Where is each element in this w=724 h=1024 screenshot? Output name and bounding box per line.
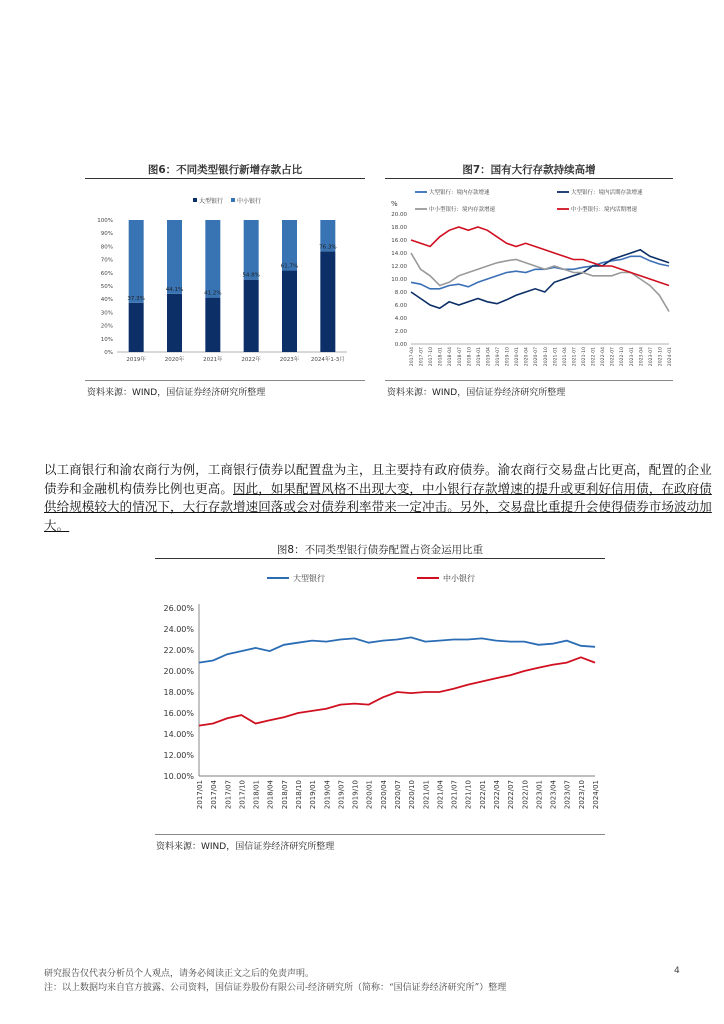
fig8-xtick-label-12: 2020/01	[365, 780, 374, 810]
fig8-xtick-label-24: 2023/01	[535, 780, 544, 810]
fig6-chart	[85, 182, 365, 374]
fig6-ytick-label: 70%	[100, 257, 113, 264]
fig7-xtick-label-20: 2022-04	[601, 347, 607, 367]
fig7-ytick-label: 16.00	[391, 238, 407, 244]
fig6-xtick-label-2: 2021年	[203, 357, 223, 363]
fig6-ytick-label: 90%	[100, 231, 113, 238]
fig7-top-rule	[385, 178, 673, 179]
fig7-xtick-label-14: 2020-10	[543, 347, 549, 367]
fig6-bar-small-3	[244, 220, 259, 280]
fig6-legend-label-1: 中小银行	[237, 198, 262, 205]
fig7-xtick-label-5: 2018-07	[457, 347, 463, 367]
fig7-xtick-label-23: 2023-01	[629, 347, 635, 367]
fig8-xtick-label-28: 2024/01	[592, 780, 600, 810]
fig8-ytick-label: 24.00%	[163, 625, 194, 634]
fig8-ytick-label: 12.00%	[163, 751, 194, 760]
fig7-xtick-label-3: 2018-01	[438, 347, 444, 367]
fig7-xtick-label-16: 2021-04	[562, 347, 568, 367]
fig7-series-line-1	[411, 250, 669, 308]
fig7-ytick-label: 6.00	[394, 303, 407, 309]
fig6-bar-large-2	[205, 298, 220, 352]
fig7-ytick-label: 8.00	[394, 290, 407, 296]
fig8-xtick-label-2: 2017/07	[224, 780, 233, 810]
fig7-ytick-label: 14.00	[391, 251, 407, 257]
footer-note: 注：以上数据均来自官方披露、公司资料，国信证券股份有限公司-经济研究所（简称：“国信证券经济研究所”）整理	[44, 983, 507, 993]
fig8-ytick-label: 16.00%	[163, 709, 194, 718]
footer-disclaimer: 研究报告仅代表分析员个人观点，请务必阅读正文之后的免责声明。	[44, 969, 315, 979]
fig8-ytick-label: 20.00%	[163, 667, 194, 676]
fig7-xtick-label-17: 2021-07	[572, 347, 578, 367]
fig7-legend-label-2: 中小型银行：境内存款增速	[429, 207, 496, 213]
fig8-xtick-label-25: 2023/04	[549, 780, 558, 810]
fig6-top-rule	[85, 178, 365, 179]
fig8-chart	[155, 562, 605, 832]
fig6-data-label-0: 37.3%	[127, 295, 145, 302]
fig6-bar-large-1	[167, 294, 182, 352]
fig6-legend-label-0: 大型银行	[199, 198, 224, 205]
fig7-chart	[385, 182, 673, 378]
fig6-data-label-2: 41.2%	[204, 290, 222, 297]
fig6-ytick-label: 10%	[100, 336, 113, 343]
fig7-y-unit: %	[391, 200, 398, 208]
fig8-ytick-label: 18.00%	[163, 688, 194, 697]
fig6-data-label-5: 76.3%	[319, 244, 337, 251]
fig7-xtick-label-25: 2023-07	[648, 347, 654, 367]
fig7-xtick-label-13: 2020-07	[534, 347, 540, 367]
fig8-ytick-label: 26.00%	[163, 604, 194, 613]
fig8-xtick-label-11: 2019/10	[351, 780, 360, 810]
fig6-ytick-label: 60%	[100, 270, 113, 277]
fig8-legend-label-0: 大型银行	[293, 574, 325, 583]
fig7-xtick-label-18: 2021-10	[582, 347, 587, 367]
fig6-bar-large-4	[282, 271, 297, 352]
fig6-xtick-label-3: 2022年	[241, 357, 261, 363]
fig7-xtick-label-6: 2018-10	[467, 347, 473, 367]
fig6-source: 资料来源：WIND，国信证券经济研究所整理	[87, 388, 266, 398]
fig8-xtick-label-7: 2018/10	[295, 780, 303, 810]
fig7-xtick-label-22: 2022-10	[620, 347, 626, 367]
fig7-title: 图7：国有大行存款持续高增	[462, 164, 596, 176]
fig6-legend-swatch-0	[193, 198, 197, 202]
fig8-xtick-label-3: 2017/10	[238, 780, 247, 810]
fig6-xtick-label-5: 2024年1-3月	[310, 357, 345, 363]
fig7-xtick-label-27: 2024-01	[668, 347, 673, 367]
fig8-xtick-label-23: 2022/10	[521, 780, 530, 810]
fig7-xtick-label-8: 2019-04	[486, 347, 492, 367]
paragraph-part2-underlined: 因此，如果配置风格不出现大变，中小银行存款增速的提升或更利好信用债，在政府债供给规模较大的情况下，大行存款增速回落或会对债券利率带来一定冲击。另外，交易盘比重提升会使得债券市场波动加大。	[44, 480, 712, 533]
fig8-xtick-label-21: 2022/04	[493, 780, 501, 810]
fig8-xtick-label-0: 2017/01	[196, 780, 204, 810]
fig6-ytick-label: 20%	[100, 323, 113, 330]
fig7-ytick-label: 18.00	[391, 225, 407, 231]
fig8-xtick-label-4: 2018/01	[252, 780, 261, 810]
fig8-xtick-label-17: 2021/04	[436, 780, 445, 810]
fig7-ytick-label: 12.00	[391, 264, 407, 270]
fig6-bar-small-0	[129, 220, 144, 303]
fig6-ytick-label: 100%	[97, 218, 113, 224]
fig7-ytick-label: 20.00	[391, 212, 407, 218]
fig7-legend-label-0: 大型银行：境内存款增速	[429, 190, 490, 196]
fig8-xtick-label-5: 2018/04	[266, 780, 275, 810]
fig6-ytick-label: 0%	[104, 350, 113, 356]
fig6-data-label-4: 61.7%	[280, 263, 299, 270]
fig6-bar-small-2	[205, 220, 220, 298]
fig7-xtick-label-9: 2019-07	[496, 347, 501, 367]
fig7-xtick-label-26: 2023-10	[658, 347, 664, 367]
fig6-ytick-label: 80%	[100, 244, 113, 251]
fig8-xtick-label-26: 2023/07	[563, 780, 572, 810]
fig8-top-rule	[155, 558, 605, 559]
fig7-source: 资料来源：WIND，国信证券经济研究所整理	[387, 388, 566, 398]
fig8-xtick-label-18: 2021/07	[450, 780, 459, 810]
fig6-bar-large-3	[244, 280, 259, 352]
fig6-bar-large-5	[320, 251, 335, 352]
fig7-xtick-label-4: 2018-04	[448, 347, 454, 367]
fig6-ytick-label: 40%	[100, 297, 113, 304]
fig7-xtick-label-0: 2017-04	[410, 347, 415, 367]
fig7-xtick-label-10: 2019-10	[505, 347, 511, 367]
fig6-data-label-1: 44.1%	[165, 286, 184, 293]
fig8-bottom-rule	[155, 834, 605, 835]
fig8-xtick-label-10: 2019/07	[337, 780, 346, 810]
fig8-title: 图8：不同类型银行债券配置占资金运用比重	[276, 544, 484, 556]
fig8-xtick-label-1: 2017/04	[210, 780, 219, 810]
fig7-ytick-label: 10.00	[391, 277, 407, 283]
fig6-xtick-label-4: 2023年	[279, 357, 300, 363]
fig8-source: 资料来源：WIND，国信证券经济研究所整理	[156, 842, 335, 852]
fig8-xtick-label-6: 2018/07	[280, 780, 289, 810]
fig7-xtick-label-24: 2023-04	[639, 347, 645, 367]
fig6-xtick-label-1: 2020年	[164, 357, 185, 363]
fig7-ytick-label: 2.00	[394, 329, 407, 335]
fig8-xtick-label-19: 2021/10	[464, 780, 473, 810]
page-number: 4	[674, 966, 680, 976]
fig8-legend-label-1: 中小银行	[443, 574, 475, 583]
fig6-ytick-label: 30%	[100, 310, 113, 317]
fig7-ytick-label: 0.00	[394, 342, 407, 348]
fig6-legend-swatch-1	[231, 198, 235, 202]
fig8-xtick-label-14: 2020/07	[394, 780, 402, 810]
fig7-xtick-label-12: 2020-04	[524, 347, 530, 367]
fig6-bottom-rule	[85, 380, 365, 381]
fig6-title: 图6：不同类型银行新增存款占比	[147, 164, 303, 176]
fig7-xtick-label-2: 2017-10	[429, 347, 435, 367]
fig6-bar-small-1	[167, 220, 182, 294]
fig7-xtick-label-7: 2019-01	[476, 347, 482, 367]
fig8-xtick-label-20: 2022/01	[478, 780, 487, 810]
fig8-xtick-label-16: 2021/01	[422, 780, 431, 810]
fig6-data-label-3: 54.8%	[242, 272, 260, 279]
fig7-ytick-label: 4.00	[394, 316, 407, 322]
fig8-xtick-label-22: 2022/07	[507, 780, 516, 810]
fig7-bottom-rule	[385, 380, 673, 381]
fig7-xtick-label-21: 2022-07	[610, 347, 616, 367]
fig7-legend-label-1: 大型银行：境内活期存款增速	[571, 190, 643, 196]
body-paragraph	[44, 461, 712, 535]
fig7-legend-label-3: 中小型银行：境内活期增速	[571, 207, 638, 213]
fig6-xtick-label-0: 2019年	[126, 357, 146, 363]
fig8-xtick-label-9: 2019/04	[323, 780, 332, 810]
fig7-xtick-label-15: 2021-01	[553, 347, 559, 367]
fig8-series-line-1	[199, 657, 595, 725]
fig8-ytick-label: 14.00%	[163, 730, 194, 739]
fig7-xtick-label-19: 2022-01	[591, 347, 597, 367]
fig8-xtick-label-8: 2019/01	[309, 780, 318, 810]
fig8-xtick-label-13: 2020/04	[379, 780, 388, 810]
fig7-xtick-label-1: 2017-07	[419, 347, 425, 367]
fig8-xtick-label-15: 2020/10	[408, 780, 417, 810]
fig6-bar-large-0	[129, 303, 144, 352]
paragraph-part1: 以工商银行和渝农商行为例，工商银行债券以配置盘为主，且主要持有政府债券。渝农商行交易盘占比更高，配置的企业债券和金融机构债券比例也更高。	[44, 462, 712, 496]
fig8-ytick-label: 22.00%	[163, 646, 194, 655]
fig8-xtick-label-27: 2023/10	[577, 780, 586, 810]
fig6-ytick-label: 50%	[100, 284, 113, 290]
fig7-xtick-label-11: 2020-01	[515, 347, 521, 367]
fig8-ytick-label: 10.00%	[163, 772, 194, 781]
fig8-series-line-0	[199, 637, 595, 662]
